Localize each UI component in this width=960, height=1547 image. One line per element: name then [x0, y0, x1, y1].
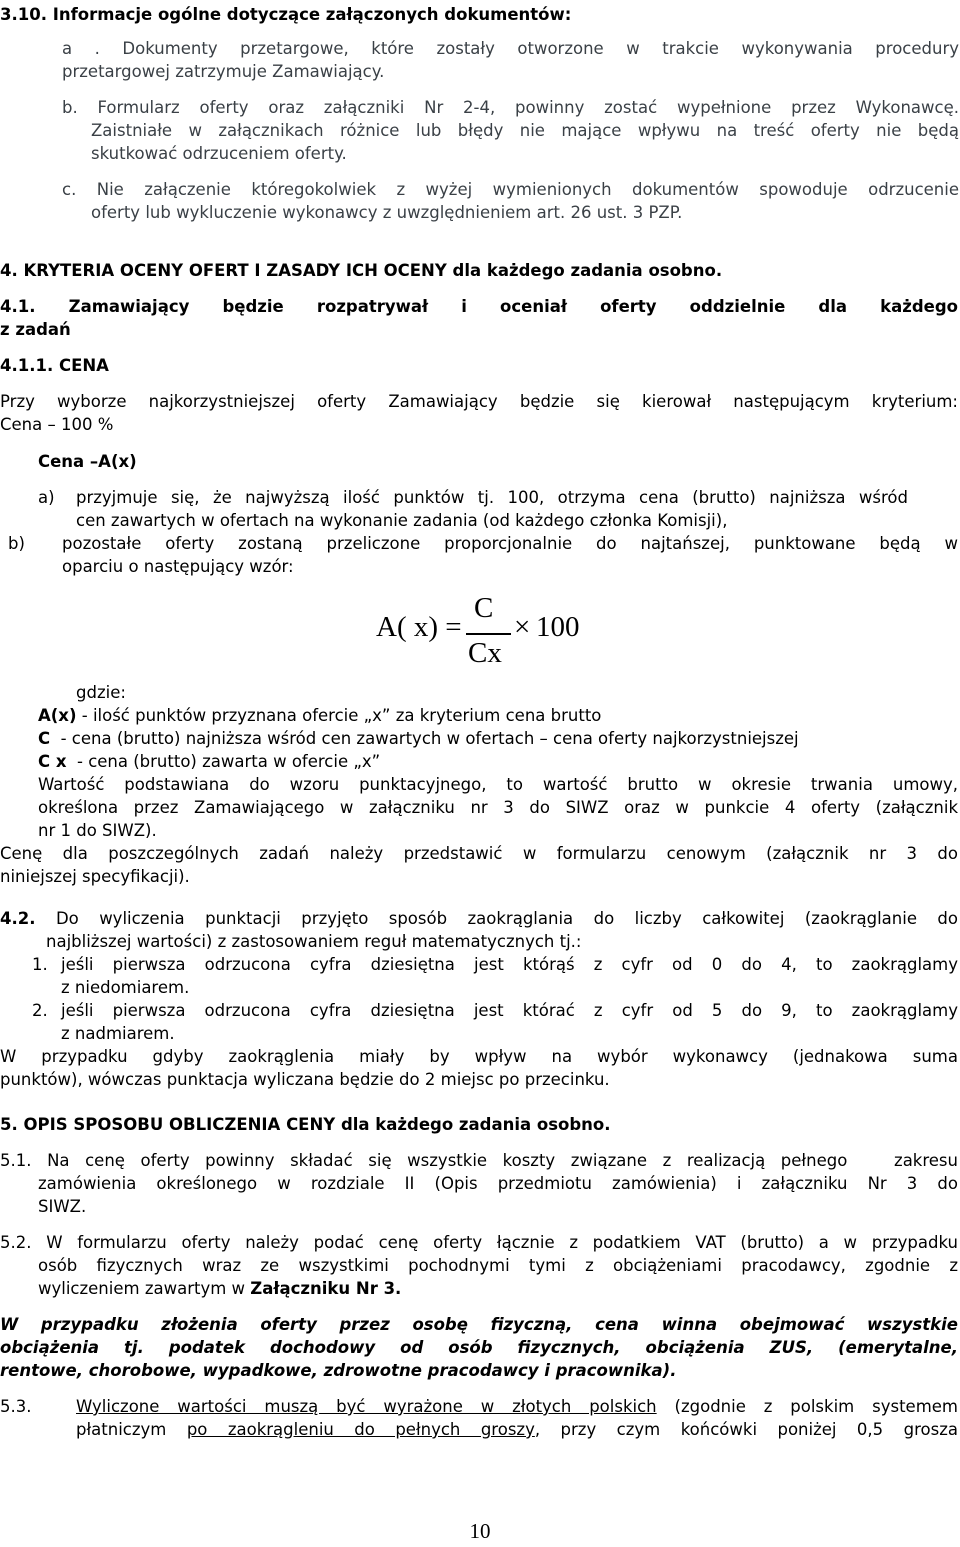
- formula-numerator: C: [474, 592, 494, 624]
- point-b-line-1: pozostałe oferty zostaną przeliczone proporcjonalnie do najtańszej, punktowane będą w: [62, 534, 958, 553]
- criteria-line-1: Przy wyborze najkorzystniejszej oferty Zamawiający będzie się kierował następującym kryterium:: [0, 392, 958, 411]
- item-3-10-c-line-2: oferty lub wykluczenie wykonawcy z uwzględnieniem art. 26 ust. 3 PZP.: [91, 203, 683, 222]
- section-5-1-line-2: zamówienia określonego w rozdziale II (Opis przedmiotu zamówienia) i załączniku Nr 3 do: [38, 1174, 958, 1193]
- point-b-label: b): [8, 534, 25, 553]
- section-5-3-line-1: Wyliczone wartości muszą być wyrażone w złotych polskich (zgodnie z polskim systemem: [76, 1397, 959, 1416]
- section-4-2-line-1: 4.2. Do wyliczenia punktacji przyjęto sposób zaokrąglania do liczby całkowitej (zaokrąglanie do: [0, 909, 958, 928]
- value-note-line-1: Wartość podstawiana do wzoru punktacyjnego, to wartość brutto w okresie trwania umowy,: [38, 775, 958, 794]
- formula-times: ×: [514, 611, 531, 643]
- criteria-line-2: Cena – 100 %: [0, 415, 114, 434]
- point-a-line-2: cen zawartych w ofertach na wykonanie zadania (od każdego członka Komisji),: [76, 511, 728, 530]
- natural-person-note-line-3: rentowe, chorobowe, wypadkowe, zdrowotne pracodawcy i pracownika).: [0, 1361, 677, 1380]
- value-note-line-3: nr 1 do SIWZ).: [38, 821, 157, 840]
- section-5-2-line-1: 5.2. W formularzu oferty należy podać cenę oferty łącznie z podatkiem VAT (brutto) a w przypadku: [0, 1233, 958, 1252]
- definition-ax: A(x) - ilość punktów przyznana ofercie „x” za kryterium cena brutto: [38, 706, 602, 725]
- rounding-note-line-1: W przypadku gdyby zaokrąglenia miały by wpływ na wybór wykonawcy (jednakowa suma: [0, 1047, 958, 1066]
- point-b-line-2: oparciu o następujący wzór:: [62, 557, 294, 576]
- rule-1-number: 1.: [32, 955, 48, 974]
- section-5-1-line-1: 5.1. Na cenę oferty powinny składać się wszystkie koszty związane z realizacją pełnego zakresu: [0, 1151, 958, 1170]
- heading-3-10: 3.10. Informacje ogólne dotyczące załączonych dokumentów:: [0, 5, 572, 24]
- rule-1-line-1: jeśli pierwsza odrzucona cyfra dziesiętna jest którąś z cyfr od 0 do 4, to zaokrąglamy: [61, 955, 958, 974]
- heading-4-1-line-2: z zadań: [0, 320, 71, 339]
- definition-c: C - cena (brutto) najniższa wśród cen zawartych w ofertach – cena oferty najkorzystniejszej: [38, 729, 799, 748]
- price-form-line-1: Cenę dla poszczególnych zadań należy przedstawić w formularzu cenowym (załącznik nr 3 do: [0, 844, 958, 863]
- cena-ax-label: Cena –A(x): [38, 452, 137, 471]
- section-5-2-line-2: osób fizycznych wraz ze wszystkimi pochodnymi tymi z obciążeniami pracodawcy, zgodnie z: [38, 1256, 958, 1275]
- formula-denominator: Cx: [468, 637, 502, 669]
- item-3-10-c-line-1: c. Nie załączenie któregokolwiek z wyżej wymienionych dokumentów spowoduje odrzucenie: [62, 180, 959, 199]
- rule-2-line-2: z nadmiarem.: [61, 1024, 175, 1043]
- rounding-note-line-2: punktów), wówczas punktacja wyliczana będzie do 2 miejsc po przecinku.: [0, 1070, 610, 1089]
- section-5-3-line-2: płatniczym po zaokrągleniu do pełnych groszy, przy czym końcówki poniżej 0,5 grosza: [76, 1420, 958, 1439]
- section-4-2-line-2: najbliższej wartości) z zastosowaniem reguł matematycznych tj.:: [46, 932, 582, 951]
- natural-person-note-line-2: obciążenia tj. podatek dochodowy od osób fizycznych, obciążenia ZUS, (emerytalne,: [0, 1338, 958, 1357]
- section-5-3-number: 5.3.: [0, 1397, 32, 1416]
- item-3-10-a-line-1: a . Dokumenty przetargowe, które zostały otworzone w trakcie wykonywania procedury: [62, 39, 959, 58]
- point-a-line-1: przyjmuje się, że najwyższą ilość punktów tj. 100, otrzyma cena (brutto) najniższa wśród: [76, 488, 908, 507]
- item-3-10-b-line-2: Zaistniałe w załącznikach różnice lub błędy nie mające wpływu na treść oferty nie będą: [91, 121, 959, 140]
- item-3-10-b-line-3: skutkować odrzuceniem oferty.: [91, 144, 347, 163]
- section-5-2-line-3: wyliczeniem zawartym w Załączniku Nr 3.: [38, 1279, 402, 1298]
- natural-person-note-line-1: W przypadku złożenia oferty przez osobę fizyczną, cena winna obejmować wszystkie: [0, 1315, 958, 1334]
- section-5-1-line-3: SIWZ.: [38, 1197, 87, 1216]
- item-3-10-b-line-1: b. Formularz oferty oraz załączniki Nr 2-4, powinny zostać wypełnione przez Wykonawcę.: [62, 98, 959, 117]
- heading-4-1-line-1: 4.1. Zamawiający będzie rozpatrywał i oceniał oferty oddzielnie dla każdego: [0, 297, 958, 316]
- formula-lhs: A( x) =: [376, 611, 462, 643]
- rule-2-number: 2.: [32, 1001, 48, 1020]
- heading-4-1-1: 4.1.1. CENA: [0, 356, 109, 375]
- definition-cx: C x - cena (brutto) zawarta w ofercie „x”: [38, 752, 381, 771]
- gdzie-label: gdzie:: [76, 683, 126, 702]
- rule-1-line-2: z niedomiarem.: [61, 978, 190, 997]
- heading-4: 4. KRYTERIA OCENY OFERT I ZASADY ICH OCENY dla każdego zadania osobno.: [0, 261, 723, 280]
- page-number: 10: [469, 1519, 491, 1543]
- heading-5: 5. OPIS SPOSOBU OBLICZENIA CENY dla każdego zadania osobno.: [0, 1115, 611, 1134]
- price-form-line-2: niniejszej specyfikacji).: [0, 867, 190, 886]
- item-3-10-a-line-2: przetargowej zatrzymuje Zamawiający.: [62, 62, 385, 81]
- value-note-line-2: określona przez Zamawiającego w załączniku nr 3 do SIWZ oraz w punkcie 4 oferty (załącznik: [38, 798, 958, 817]
- point-a-label: a): [38, 488, 55, 507]
- formula-fraction-bar: [466, 633, 511, 635]
- formula-factor: 100: [536, 611, 580, 643]
- rule-2-line-1: jeśli pierwsza odrzucona cyfra dziesiętna jest którać z cyfr od 5 do 9, to zaokrąglamy: [61, 1001, 958, 1020]
